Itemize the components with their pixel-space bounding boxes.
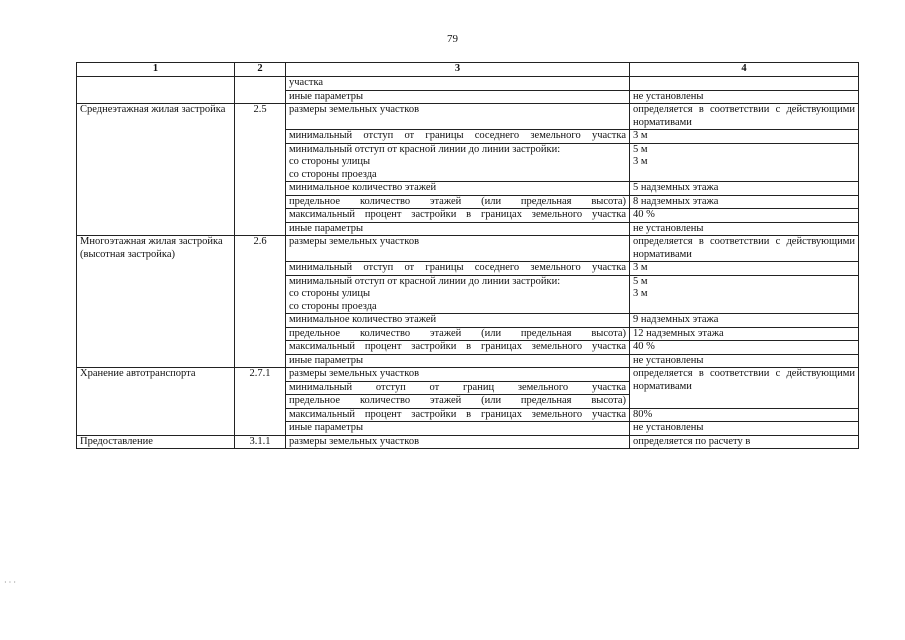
land-use-code-cell: 2.5 — [235, 104, 286, 236]
column-header: 2 — [235, 63, 286, 77]
value-cell: 9 надземных этажа — [630, 314, 859, 328]
value-cell: определяется в соответствии с действующими нормативами — [630, 104, 859, 130]
value-cell: не установлены — [630, 222, 859, 236]
table-row — [77, 368, 859, 382]
value-cell: определяется в соответствии с действующими нормативами — [630, 368, 859, 409]
value-cell: 8 надземных этажа — [630, 195, 859, 209]
column-header: 3 — [286, 63, 630, 77]
parameter-cell: предельное количество этажей (или предельная высота) — [286, 395, 630, 409]
value-cell: 80% — [630, 408, 859, 422]
parameter-cell: размеры земельных участков — [286, 435, 630, 449]
value-cell: 40 % — [630, 209, 859, 223]
value-cell: 5 надземных этажа — [630, 182, 859, 196]
value-cell: определяется по расчету в — [630, 435, 859, 449]
table-body — [77, 77, 859, 449]
value-cell: 40 % — [630, 341, 859, 355]
parameter-cell: минимальный отступ от границ земельного участка — [286, 381, 630, 395]
land-use-type-cell: Многоэтажная жилая застройка (высотная застройка) — [77, 236, 235, 368]
parameter-cell: иные параметры — [286, 422, 630, 436]
table-row — [77, 236, 859, 262]
land-use-type-cell: Предоставление — [77, 435, 235, 449]
parameter-cell: предельное количество этажей (или предельная высота) — [286, 195, 630, 209]
value-cell: не установлены — [630, 90, 859, 104]
value-cell: не установлены — [630, 354, 859, 368]
table-row — [77, 435, 859, 449]
parameter-cell: минимальный отступ от границы соседнего земельного участка — [286, 262, 630, 276]
parameter-cell: максимальный процент застройки в границах земельного участка — [286, 209, 630, 223]
land-use-type-cell — [77, 77, 235, 104]
parameter-cell: минимальный отступ от красной линии до линии застройки: со стороны улицы со стороны проезда — [286, 275, 630, 314]
value-cell: не установлены — [630, 422, 859, 436]
parameter-cell: минимальное количество этажей — [286, 314, 630, 328]
value-cell: 5 м 3 м — [630, 275, 859, 314]
parameter-cell: минимальный отступ от границы соседнего земельного участка — [286, 130, 630, 144]
land-use-type-cell: Хранение автотранспорта — [77, 368, 235, 436]
parameter-cell: иные параметры — [286, 222, 630, 236]
parameter-cell: иные параметры — [286, 354, 630, 368]
parameter-cell: минимальный отступ от красной линии до линии застройки: со стороны улицы со стороны проезда — [286, 143, 630, 182]
land-use-code-cell: 2.7.1 — [235, 368, 286, 436]
column-header: 1 — [77, 63, 235, 77]
parameter-cell: предельное количество этажей (или предельная высота) — [286, 327, 630, 341]
parameter-cell: размеры земельных участков — [286, 104, 630, 130]
margin-marks: · · · — [4, 578, 16, 587]
land-use-code-cell — [235, 77, 286, 104]
land-use-type-cell: Среднеэтажная жилая застройка — [77, 104, 235, 236]
parameter-cell: размеры земельных участков — [286, 236, 630, 262]
value-cell: 12 надземных этажа — [630, 327, 859, 341]
parameter-cell: размеры земельных участков — [286, 368, 630, 382]
land-use-parameters-table — [76, 62, 859, 449]
value-cell — [630, 77, 859, 91]
value-cell: определяется в соответствии с действующими нормативами — [630, 236, 859, 262]
parameter-cell: максимальный процент застройки в границах земельного участка — [286, 408, 630, 422]
land-use-code-cell: 3.1.1 — [235, 435, 286, 449]
column-header: 4 — [630, 63, 859, 77]
value-cell: 3 м — [630, 262, 859, 276]
parameter-cell: максимальный процент застройки в границах земельного участка — [286, 341, 630, 355]
table-header-row — [77, 63, 859, 77]
parameter-cell: минимальное количество этажей — [286, 182, 630, 196]
parameter-cell: иные параметры — [286, 90, 630, 104]
table-row — [77, 104, 859, 130]
parameter-cell: участка — [286, 77, 630, 91]
page-number: 79 — [447, 33, 458, 45]
value-cell: 5 м 3 м — [630, 143, 859, 182]
value-cell: 3 м — [630, 130, 859, 144]
land-use-code-cell: 2.6 — [235, 236, 286, 368]
table-row — [77, 77, 859, 91]
